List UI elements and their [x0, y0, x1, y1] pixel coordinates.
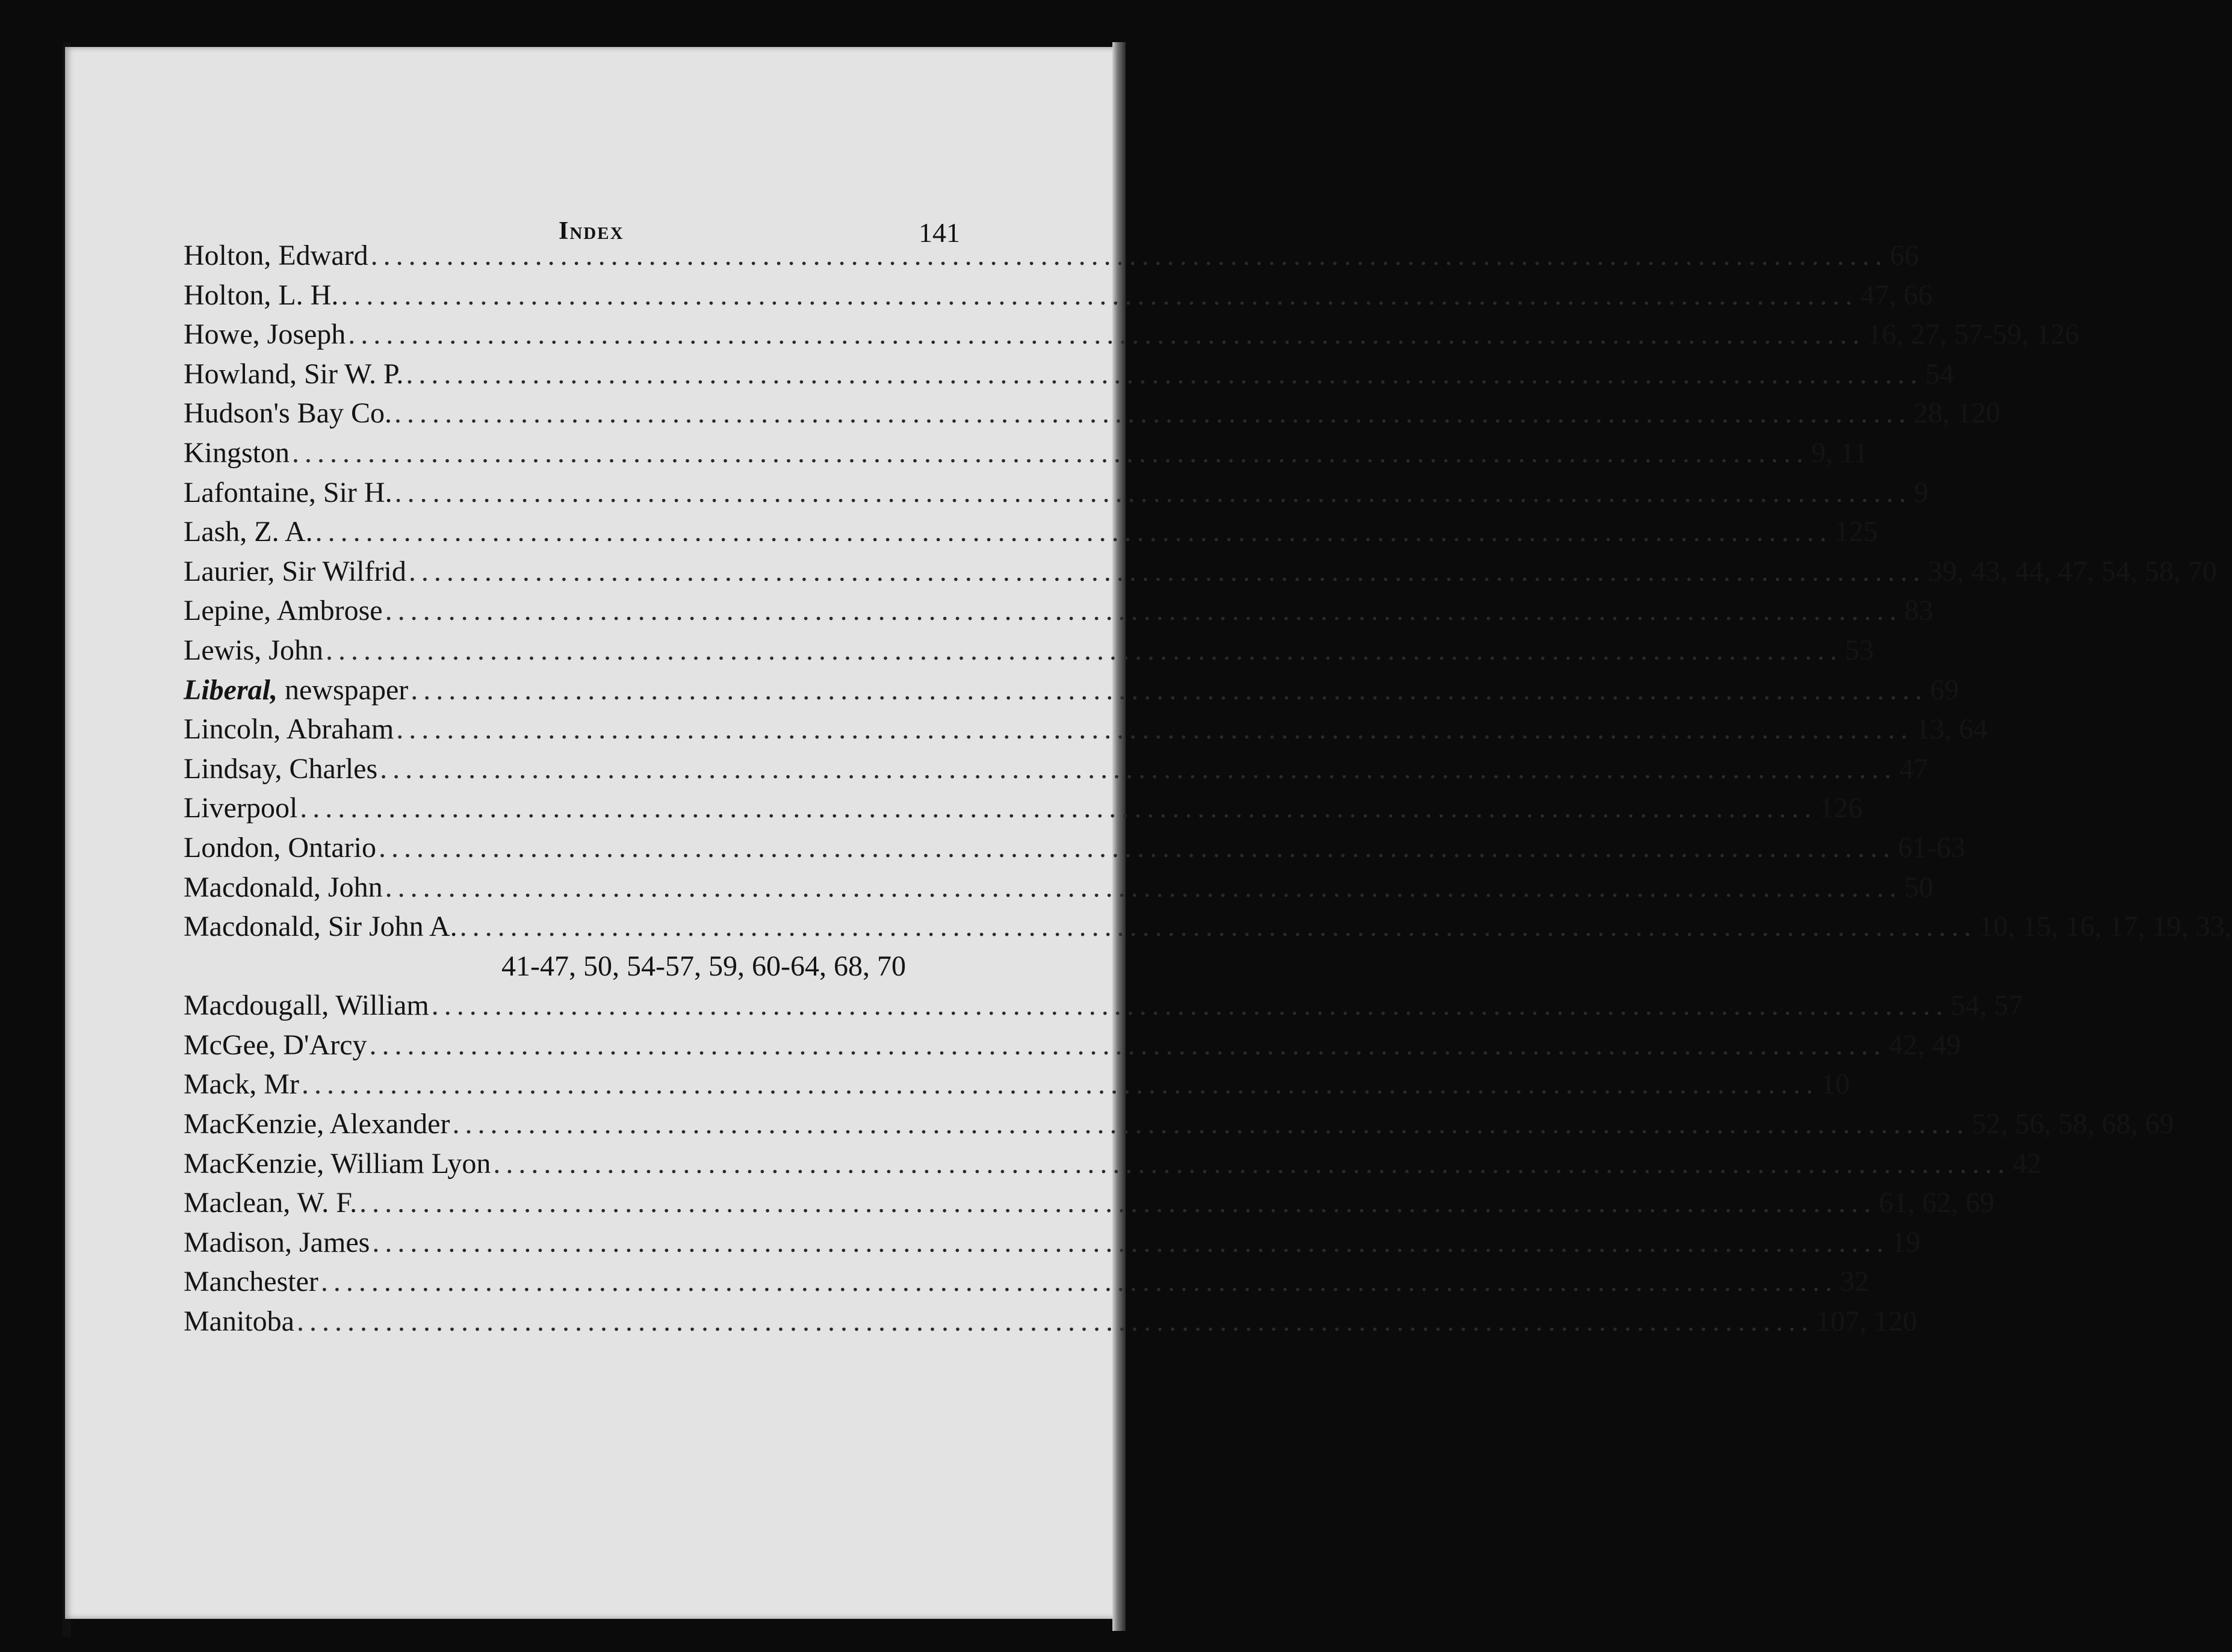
index-entry-pages: 126 — [1819, 792, 1863, 824]
leader-dots: ........................................................................................................................ — [431, 989, 1948, 1022]
index-entry — [184, 354, 1955, 394]
index-entry-name: MacKenzie, Alexander — [184, 1108, 450, 1140]
index-entry-pages: 125 — [1834, 516, 1878, 548]
leader-dots: ........................................................................................................................ — [385, 871, 1902, 903]
leader-dots: ........................................................................................................................ — [372, 1226, 1889, 1258]
index-entry-pages: 47, 66 — [1860, 279, 1933, 311]
leader-dots: ........................................................................................................................ — [459, 911, 1977, 943]
index-entry — [184, 1262, 1869, 1302]
index-entry-pages: 66 — [1889, 240, 1919, 271]
leader-dots: ........................................................................................................................ — [493, 1147, 2010, 1180]
index-entry-name: Lepine, Ambrose — [184, 595, 383, 627]
index-entry — [184, 433, 1868, 473]
index-entry — [184, 907, 2232, 947]
index-entry-name: Macdonald, John — [184, 871, 383, 903]
index-entry — [184, 1026, 1961, 1065]
index-entry-name: Liverpool — [184, 792, 298, 824]
index-entry-pages: 107, 120 — [1815, 1305, 1917, 1338]
leader-dots: ........................................................................................................................ — [406, 357, 1923, 390]
index-entry-name: Madison, James — [184, 1226, 370, 1258]
leader-dots: ........................................................................................................................ — [301, 1068, 1818, 1101]
index-entry — [184, 276, 1933, 315]
leader-dots: ........................................................................................................................ — [315, 516, 1832, 548]
index-entry-name: Mack, Mr — [184, 1068, 299, 1101]
index-entry-continuation — [184, 947, 906, 986]
index-entry — [184, 868, 1933, 908]
index-entry-name: MacKenzie, William Lyon — [184, 1147, 491, 1180]
running-head-title: Index — [559, 217, 624, 245]
index-entry-name-tail: newspaper — [277, 673, 409, 706]
index-entry — [184, 631, 1874, 670]
index-entry — [184, 710, 1988, 749]
index-entry-name: Howland, Sir W. P. — [184, 357, 404, 390]
index-entry-pages: 19 — [1891, 1226, 1921, 1258]
index-entry — [184, 315, 2080, 354]
index-entry-pages: 42 — [2012, 1147, 2042, 1180]
leader-dots: ........................................................................................................................ — [370, 240, 1888, 271]
index-entry — [184, 394, 2001, 433]
leader-dots: ........................................................................................................................ — [385, 595, 1902, 627]
index-entry-pages: 9 — [1914, 476, 1929, 509]
index-entry-pages: 83 — [1904, 595, 1933, 627]
index-entry-name: Howe, Joseph — [184, 318, 346, 351]
index-entry-pages: 10, 15, 16, 17, 19, 33, — [1979, 911, 2232, 943]
index-entry-name: McGee, D'Arcy — [184, 1029, 367, 1061]
index-entry-pages: 39, 43, 44, 47, 54, 58, 70 — [1927, 555, 2217, 587]
leader-dots: ........................................................................................................................ — [380, 752, 1897, 785]
index-entry-name: Lincoln, Abraham — [184, 713, 394, 746]
leader-dots: ........................................................................................................................ — [359, 1187, 1877, 1219]
index-entry-pages: 53 — [1844, 634, 1874, 666]
index-entry-name: Lafontaine, Sir H. — [184, 476, 392, 509]
index-entry — [184, 1183, 1995, 1223]
leader-dots: ........................................................................................................................ — [394, 476, 1912, 509]
leader-dots: ........................................................................................................................ — [325, 634, 1843, 666]
index-entry — [184, 1144, 2042, 1184]
index-entry-name — [184, 670, 408, 710]
index-entry-pages: 28, 120 — [1914, 397, 2001, 430]
index-entry-pages: 13, 64 — [1915, 713, 1988, 746]
leader-dots: ........................................................................................................................ — [369, 1029, 1886, 1061]
index-entry — [184, 236, 1919, 276]
index-entry-name: Lindsay, Charles — [184, 752, 378, 785]
index-entry — [184, 670, 1959, 710]
index-entry-pages: 61, 62, 69 — [1879, 1187, 1995, 1219]
index-entry-pages: 47 — [1899, 752, 1929, 785]
index-entry-pages-continued: 41-47, 50, 54-57, 59, 60-64, 68, 70 — [501, 950, 906, 982]
leader-dots: ........................................................................................................................ — [452, 1108, 1970, 1140]
index-entry-pages: 52, 56, 58, 68, 69 — [1971, 1108, 2174, 1140]
index-entry-pages: 54, 57 — [1950, 989, 2023, 1022]
index-entry-name: Manchester — [184, 1266, 318, 1298]
index-entry — [184, 591, 1933, 631]
index-entry-pages: 32 — [1840, 1266, 1869, 1298]
index-entry-pages: 61-63 — [1897, 831, 1965, 864]
index-entries — [184, 236, 2232, 1341]
index-entry-pages: 16, 27, 57-59, 126 — [1867, 318, 2080, 351]
index-entry-name: Macdonald, Sir John A. — [184, 911, 457, 943]
index-entry — [184, 552, 2217, 592]
index-entry-pages: 69 — [1930, 673, 1959, 706]
index-entry — [184, 986, 2023, 1026]
index-entry-name: Holton, L. H. — [184, 279, 339, 311]
leader-dots: ........................................................................................................................ — [394, 397, 1912, 430]
index-entry-pages: 54 — [1925, 357, 1955, 390]
index-entry-pages: 9, 11 — [1811, 436, 1868, 469]
leader-dots: ........................................................................................................................ — [292, 436, 1809, 469]
index-entry-name: Hudson's Bay Co. — [184, 397, 392, 430]
index-entry — [184, 1302, 1917, 1341]
leader-dots: ........................................................................................................................ — [378, 831, 1896, 864]
leader-dots: ........................................................................................................................ — [348, 318, 1865, 351]
leader-dots: ........................................................................................................................ — [296, 1305, 1814, 1338]
leader-dots: ........................................................................................................................ — [408, 555, 1926, 587]
index-entry — [184, 1065, 1850, 1104]
index-entry-name: Lewis, John — [184, 634, 323, 666]
index-entry — [184, 473, 1929, 513]
leader-dots: ........................................................................................................................ — [341, 279, 1858, 311]
leader-dots: ........................................................................................................................ — [300, 792, 1817, 824]
index-entry-name: Holton, Edward — [184, 240, 368, 271]
index-entry — [184, 749, 1929, 789]
index-entry-name: Lash, Z. A. — [184, 516, 313, 548]
index-entry — [184, 512, 1878, 552]
index-entry — [184, 1104, 2174, 1144]
index-entry-name-italic: Liberal, — [184, 673, 277, 706]
index-entry-pages: 42, 49 — [1888, 1029, 1961, 1061]
index-entry — [184, 828, 1965, 868]
index-entry-name: Manitoba — [184, 1305, 294, 1338]
index-entry-pages: 10 — [1820, 1068, 1850, 1101]
index-entry — [184, 788, 1863, 828]
index-entry — [184, 1223, 1921, 1263]
index-entry-name: London, Ontario — [184, 831, 376, 864]
index-entry-name: Macdougall, William — [184, 989, 429, 1022]
index-entry-pages: 50 — [1904, 871, 1933, 903]
page-number: 141 — [919, 217, 960, 248]
leader-dots: ........................................................................................................................ — [411, 673, 1928, 706]
index-entry-name: Kingston — [184, 436, 290, 469]
leader-dots: ........................................................................................................................ — [320, 1266, 1838, 1298]
leader-dots: ........................................................................................................................ — [396, 713, 1914, 746]
index-entry-name: Laurier, Sir Wilfrid — [184, 555, 406, 587]
index-entry-name: Maclean, W. F. — [184, 1187, 358, 1219]
